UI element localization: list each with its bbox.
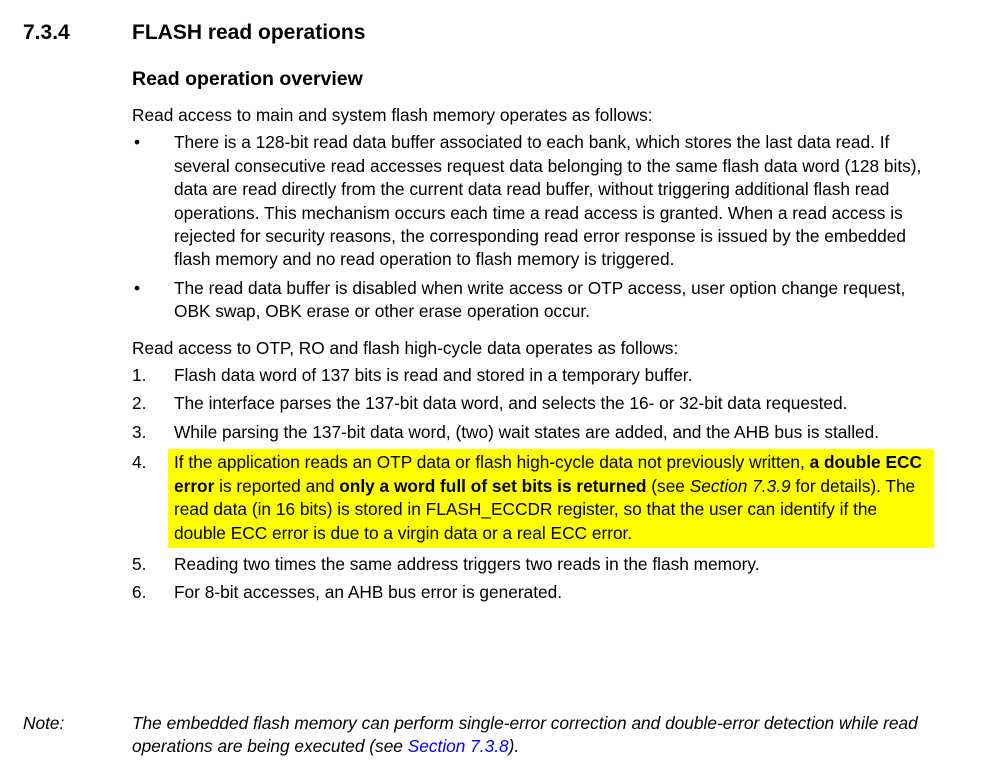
section-link[interactable]: Section 7.3.8: [407, 736, 509, 757]
step-number: 6.: [132, 582, 147, 603]
step-text: While parsing the 137-bit data word, (two) wait states are added, and the AHB bus is stalled.: [174, 421, 880, 442]
bullet-symbol: •: [134, 277, 141, 298]
step-number: 3.: [132, 421, 147, 442]
note-text: The embedded flash memory can perform single-error correction and double-error detection while read operations are being executed (see Section 7.3.8).: [132, 713, 918, 757]
note-label: Note:: [23, 713, 65, 733]
step-text: If the application reads an OTP data or flash high-cycle data not previously written, a double ECC error is reported and only a word full of set bits is returned (see Section 7.3.9 for details). The read data (in 16 bits) is stored in FLASH_ECCDR register, so that the user can identify if the double ECC error is due to a virgin data or a real ECC error.: [174, 452, 922, 543]
step-item: [132, 421, 932, 444]
step-text: For 8-bit accesses, an AHB bus error is generated.: [174, 582, 563, 603]
bullet-text: The read data buffer is disabled when write access or OTP access, user option change request, OBK swap, OBK erase or other erase operation occur.: [174, 277, 906, 322]
step-number: 2.: [132, 393, 147, 414]
step-text: Flash data word of 137 bits is read and stored in a temporary buffer.: [174, 365, 693, 386]
otp-intro: Read access to OTP, RO and flash high-cycle data operates as follows:: [132, 337, 679, 358]
step-number: 5.: [132, 553, 147, 574]
subheading-read-overview: Read operation overview: [132, 68, 363, 90]
step-item: [132, 392, 932, 415]
overview-bullet-list: [132, 131, 932, 323]
step-item-highlighted: [132, 449, 932, 548]
otp-step-list: [132, 364, 932, 605]
step-item: [132, 553, 932, 576]
step-item: [132, 581, 932, 604]
step-text: The interface parses the 137-bit data word, and selects the 16- or 32-bit data requested.: [174, 393, 848, 414]
step-text: Reading two times the same address triggers two reads in the flash memory.: [174, 553, 760, 574]
section-reference: Section 7.3.9: [689, 475, 791, 496]
bullet-symbol: •: [134, 132, 141, 153]
bullet-item: [132, 131, 932, 271]
section-number: 7.3.4: [23, 21, 70, 44]
emphasis-word-full-of-set-bits: only a word full of set bits is returned: [339, 475, 647, 496]
step-number: 4.: [132, 452, 147, 473]
step-number: 1.: [132, 365, 147, 386]
bullet-item: [132, 277, 932, 324]
section-content: [132, 66, 932, 610]
highlighted-text-block: [168, 449, 934, 548]
section-title: FLASH read operations: [132, 21, 366, 44]
bullet-text: There is a 128-bit read data buffer associated to each bank, which stores the last data read. If several consecutive read accesses request data belonging to the same flash data word (128 bits), data are read directly from the current data read buffer, without triggering additional flash read operations. This mechanism occurs each time a read access is granted. When a read access is rejected for security reasons, the corresponding read error response is issued by the embedded flash memory and no read operation to flash memory is triggered.: [174, 132, 922, 270]
overview-intro: Read access to main and system flash memory operates as follows:: [132, 105, 653, 125]
step-item: [132, 364, 932, 387]
emphasis-double-ecc-error: a double ECC error: [174, 452, 922, 496]
